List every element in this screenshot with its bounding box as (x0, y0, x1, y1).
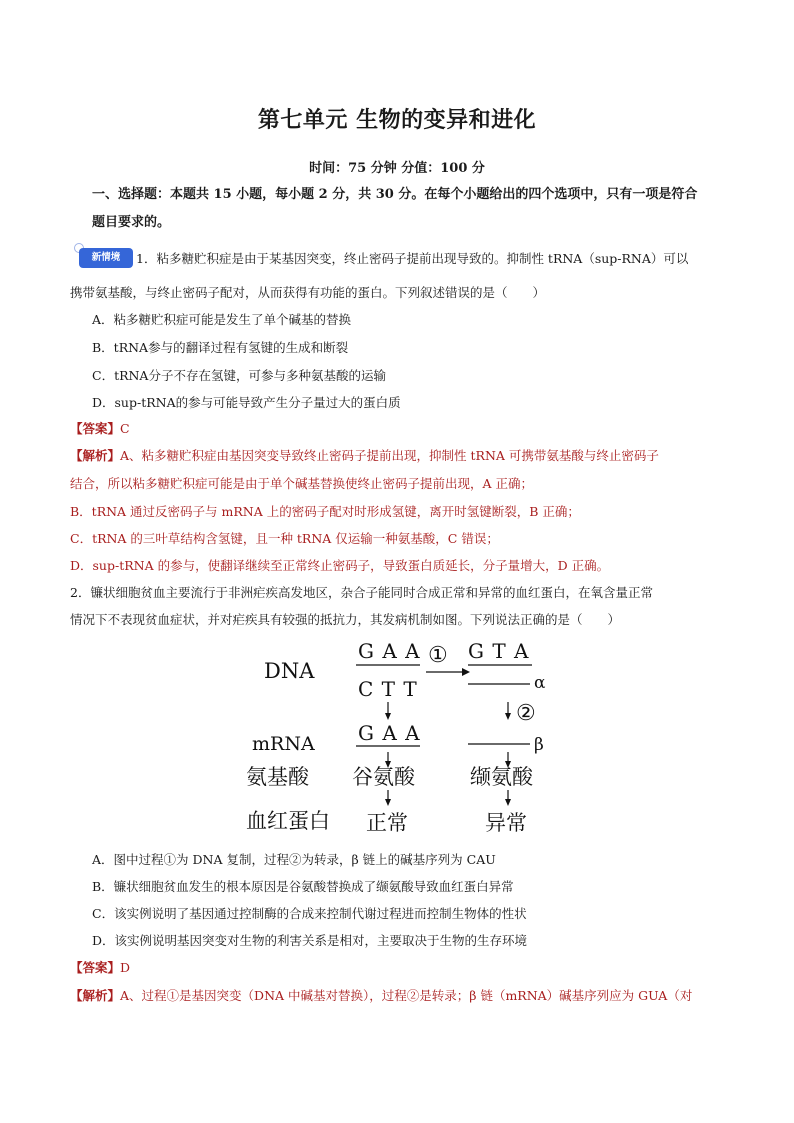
q1-option-c: C．tRNA分子不存在氢键，可参与多种氨基酸的运输 (92, 368, 386, 383)
diagram-seq-top: G A A (358, 639, 421, 663)
q2-stem-line2: 情况下不表现贫血症状，并对疟疾具有较强的抵抗力，其发病机制如图。下列说法正确的是（ ） (70, 612, 621, 627)
q1-analysis-text1: A、粘多糖贮积症由基因突变导致终止密码子提前出现，抑制性 tRNA 可携带氨基酸与终止密码子 (120, 448, 659, 463)
diagram-step1-arrowhead-icon (462, 668, 470, 676)
q2-analysis-text1: A、过程①是基因突变（DNA 中碱基对替换），过程②是转录；β 链（mRNA）碱基序列应为 GUA（对 (120, 988, 693, 1003)
sickle-cell-mechanism-diagram (240, 632, 560, 842)
diagram-step2-marker: ② (516, 701, 536, 726)
diagram-arrowhead-icon (385, 713, 391, 720)
q2-analysis-line1 (70, 986, 692, 1004)
diagram-arrowhead-icon (505, 713, 511, 720)
q2-option-c: C．该实例说明了基因通过控制酶的合成来控制代谢过程进而控制生物体的性状 (92, 906, 527, 921)
diagram-aa-label: 氨基酸 (246, 765, 309, 789)
q2-option-a: A．图中过程①为 DNA 复制，过程②为转录，β 链上的碱基序列为 CAU (92, 852, 496, 867)
section-heading-line2: 题目要求的。 (92, 215, 171, 230)
diagram-result-normal: 正常 (366, 811, 408, 835)
q1-stem-line2: 携带氨基酸，与终止密码子配对，从而获得有功能的蛋白。下列叙述错误的是（ ） (70, 285, 546, 300)
q2-analysis-tag: 【解析】 (70, 988, 121, 1003)
diagram-arrowhead-icon (505, 799, 511, 806)
q1-answer (70, 419, 130, 437)
q1-option-a: A．粘多糖贮积症可能是发生了单个碱基的替换 (92, 312, 352, 327)
q1-answer-value: C (120, 421, 130, 436)
diagram-beta-label: β (534, 735, 544, 755)
q1-analysis-line3: B．tRNA 通过反密码子与 mRNA 上的密码子配对时形成氢键，离开时氢键断裂，B 正确； (70, 504, 580, 519)
diagram-dna-label: DNA (264, 659, 315, 683)
q1-analysis-line4: C．tRNA 的三叶草结构含氢键，且一种 tRNA 仅运输一种氨基酸，C 错误； (70, 531, 499, 546)
diagram-mrna-label: mRNA (252, 733, 315, 755)
new-context-badge: 新情境 (79, 248, 133, 268)
diagram-seq-mrna: G A A (358, 721, 421, 745)
diagram-result-mutant: 异常 (485, 811, 527, 835)
diagram-alpha-label: α (534, 673, 546, 693)
q2-option-d: D．该实例说明基因突变对生物的利害关系是相对，主要取决于生物的生存环境 (92, 933, 528, 948)
section-heading-line1: 一、选择题：本题共 15 小题，每小题 2 分，共 30 分。在每个小题给出的四个选项中，只有一项是符合 (92, 187, 698, 202)
diagram-arrowhead-icon (385, 799, 391, 806)
q2-answer (70, 958, 130, 976)
diagram-step1-marker: ① (428, 643, 448, 668)
q2-answer-tag: 【答案】 (70, 960, 121, 975)
diagram-protein-label: 血红蛋白 (246, 809, 330, 833)
q2-answer-value: D (120, 960, 131, 975)
q1-analysis-line1 (70, 446, 659, 464)
q1-stem-line1: 1．粘多糖贮积症是由于某基因突变，终止密码子提前出现导致的。抑制性 tRNA（sup-RNA）可以 (136, 251, 689, 266)
diagram-aa-mutant: 缬氨酸 (470, 765, 533, 789)
q1-analysis-line2: 结合，所以粘多糖贮积症可能是由于单个碱基替换使终止密码子提前出现，A 正确； (70, 476, 534, 491)
q2-stem-line1: 2．镰状细胞贫血主要流行于非洲疟疾高发地区，杂合子能同时合成正常和异常的血红蛋白，在氧含量正常 (70, 585, 653, 600)
q1-option-b: B．tRNA参与的翻译过程有氢键的生成和断裂 (92, 340, 349, 355)
diagram-aa-normal: 谷氨酸 (352, 765, 415, 789)
q1-analysis-tag: 【解析】 (70, 448, 121, 463)
diagram-seq-bottom: C T T (358, 677, 418, 701)
q1-answer-tag: 【答案】 (70, 421, 121, 436)
exam-info: 时间：75 分钟 分值：100 分 (309, 161, 485, 176)
diagram-seq-mutant: G T A (468, 639, 530, 663)
page-title: 第七单元 生物的变异和进化 (257, 108, 537, 133)
q1-option-d: D．sup-tRNA的参与可能导致产生分子量过大的蛋白质 (92, 395, 401, 410)
q1-analysis-line5: D．sup-tRNA 的参与，使翻译继续至正常终止密码子，导致蛋白质延长，分子量增大，D 正确。 (70, 558, 610, 573)
q2-option-b: B．镰状细胞贫血发生的根本原因是谷氨酸替换成了缬氨酸导致血红蛋白异常 (92, 879, 514, 894)
